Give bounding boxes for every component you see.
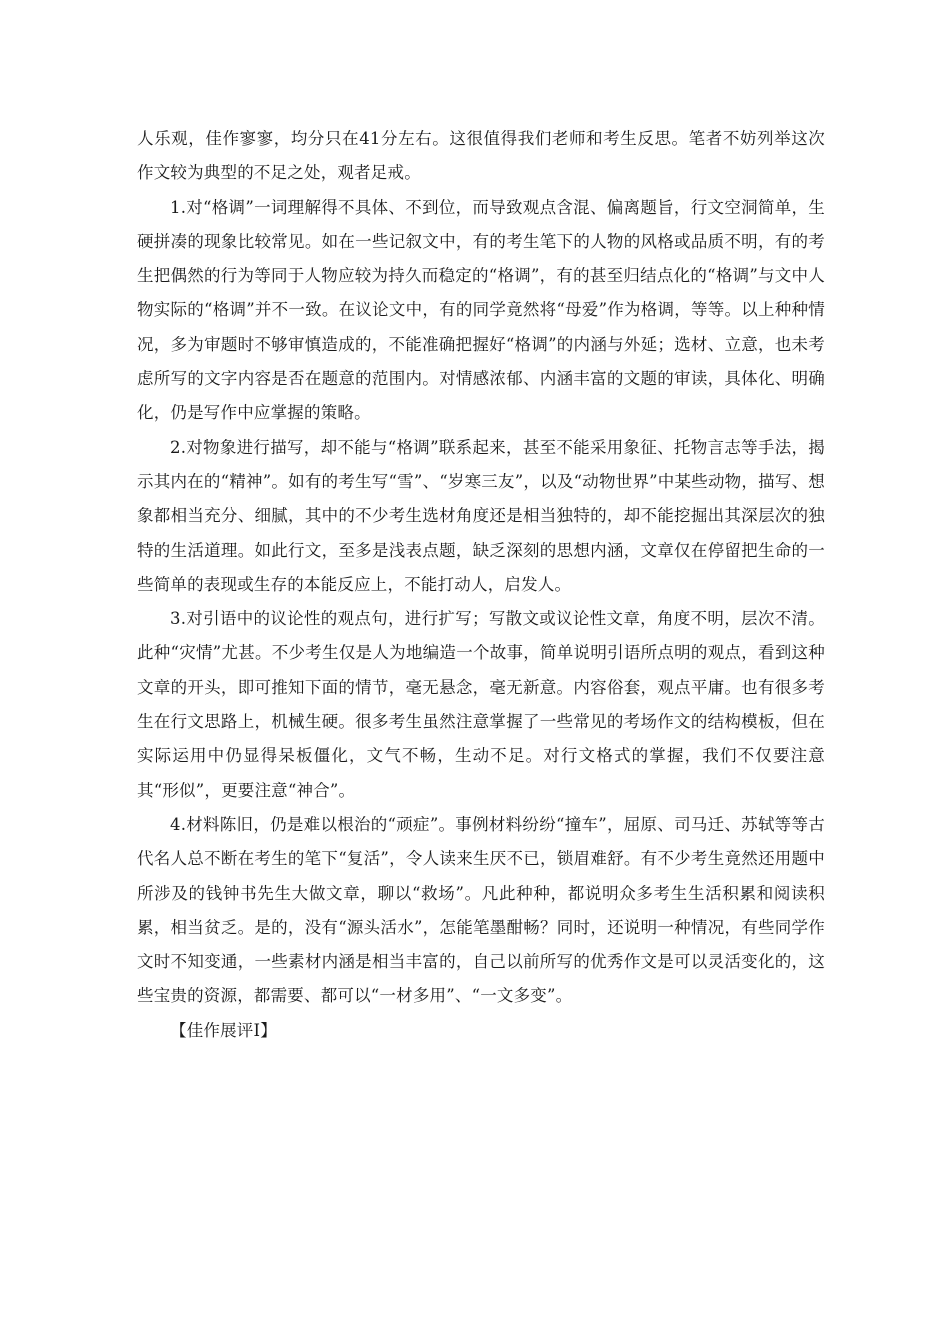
section-heading: 【佳作展评Ⅰ】 (170, 1020, 277, 1040)
paragraph-intro: 人乐观，佳作寥寥，均分只在41分左右。这很值得我们老师和考生反思。笔者不妨列举这次作文较为典型的不足之处，观者足戒。 (137, 129, 825, 183)
paragraph-point-3: 3.对引语中的议论性的观点句，进行扩写；写散文或议论性文章，角度不明，层次不清。此种“灾情”尤甚。不少考生仅是人为地编造一个故事，简单说明引语所点明的观点，看到这种文章的开头，即可推知下面的情节，毫无悬念，毫无新意。内容俗套，观点平庸。也有很多考生在行文思路上，机械生硬。很多考生虽然注意掌握了一些常见的考场作文的结构模板，但在实际运用中仍显得呆板僵化，文气不畅，生动不足。对行文格式的掌握，我们不仅要注意其“形似”，更要注意“神合”。 (137, 609, 825, 800)
paragraph-point-4: 4.材料陈旧，仍是难以根治的“顽症”。事例材料纷纷“撞车”，屈原、司马迁、苏轼等等古代名人总不断在考生的笔下“复活”，令人读来生厌不已，锁眉难舒。有不少考生竟然还用题中所涉及的钱钟书先生大做文章，聊以“救场”。凡此种种，都说明众多考生生活积累和阅读积累，相当贫乏。是的，没有“源头活水”，怎能笔墨酣畅？同时，还说明一种情况，有些同学作文时不知变通，一些素材内涵是相当丰富的，自己以前所写的优秀作文是可以灵活变化的，这些宝贵的资源，都需要、都可以“一材多用”、“一文多变”。 (137, 814, 825, 1006)
paragraph-point-1: 1.对“格调”一词理解得不具体、不到位，而导致观点含混、偏离题旨，行文空洞简单，生硬拼凑的现象比较常见。如在一些记叙文中，有的考生笔下的人物的风格或品质不明，有的考生把偶然的行为等同于人物应较为持久而稳定的“格调”，有的甚至归结点化的“格调”与文中人物实际的“格调”并不一致。在议论文中，有的同学竟然将“母爱”作为格调，等等。以上种种情况，多为审题时不够审慎造成的，不能准确把握好“格调”的内涵与外延；选材、立意，也未考虑所写的文字内容是否在题意的范围内。对情感浓郁、内涵丰富的文题的审读，具体化、明确化，仍是写作中应掌握的策略。 (137, 197, 825, 423)
article-body (137, 122, 825, 1048)
paragraph-point-2: 2.对物象进行描写，却不能与“格调”联系起来，甚至不能采用象征、托物言志等手法，揭示其内在的“精神”。如有的考生写“雪”、“岁寒三友”，以及“动物世界”中某些动物，描写、想象都相当充分、细腻，其中的不少考生选材角度还是相当独特的，却不能挖掘出其深层次的独特的生活道理。如此行文，至多是浅表点题，缺乏深刻的思想内涵，文章仅在停留把生命的一些简单的表现或生存的本能反应上，不能打动人，启发人。 (137, 437, 825, 594)
